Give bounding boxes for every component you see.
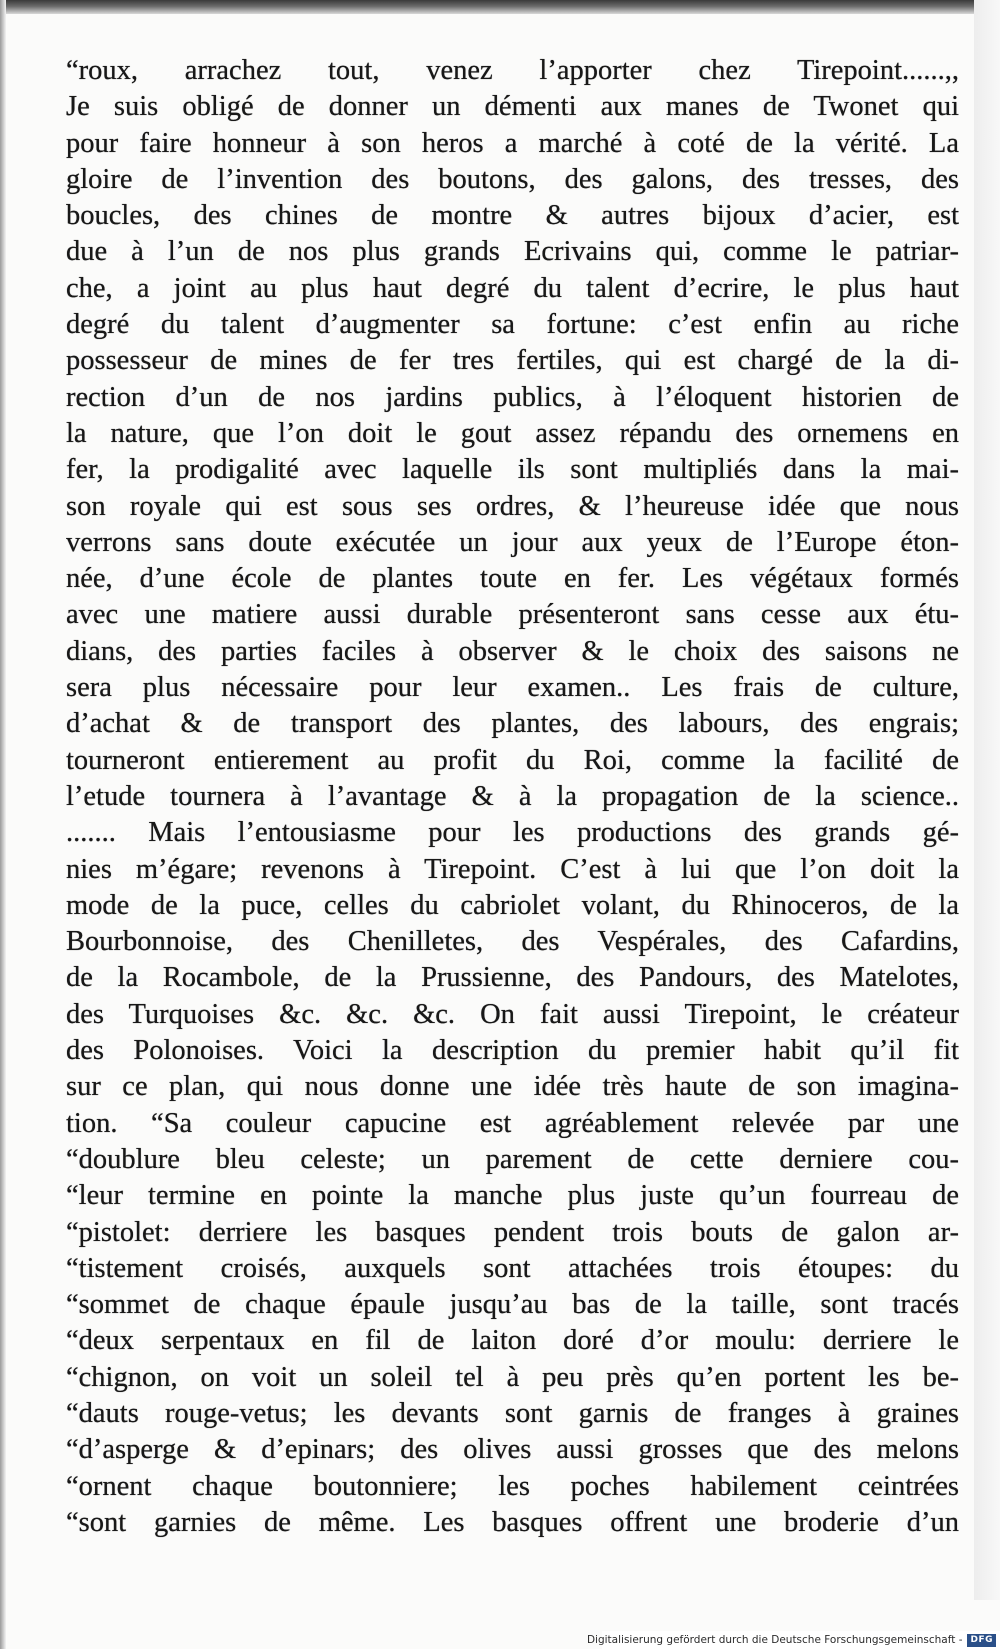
text-line: “sommet de chaque épaule jusqu’au bas de la taille, sont tracés (66, 1289, 959, 1321)
text-line: rection d’un de nos jardins publics, à l’éloquent historien de (66, 381, 959, 413)
text-line: des Turquoises &c. &c. &c. On fait aussi Tirepoint, le créateur (66, 998, 959, 1030)
page-left-shadow (0, 0, 6, 1649)
text-line: “sont garnies de même. Les basques offrent une broderie d’un (66, 1506, 959, 1538)
text-line: “leur termine en pointe la manche plus juste qu’un fourreau de (66, 1180, 959, 1212)
text-line: “doublure bleu celeste; un parement de cette derniere cou- (66, 1143, 959, 1175)
text-line: pour faire honneur à son heros a marché à coté de la vérité. La (66, 127, 959, 159)
text-line: l’etude tournera à l’avantage & à la propagation de la science.. (66, 780, 959, 812)
text-line: “deux serpentaux en fil de laiton doré d’or moulu: derriere le (66, 1325, 959, 1357)
text-line: tion. “Sa couleur capucine est agréablement relevée par une (66, 1107, 959, 1139)
text-line: Bourbonnoise, des Chenilletes, des Vespérales, des Cafardins, (66, 926, 959, 958)
text-line: sur ce plan, qui nous donne une idée très haute de son imagina- (66, 1071, 959, 1103)
text-line: boucles, des chines de montre & autres bijoux d’acier, est (66, 200, 959, 232)
text-line: possesseur de mines de fer tres fertiles, qui est chargé de la di- (66, 345, 959, 377)
digitization-credit (586, 1631, 1000, 1649)
dfg-logo-icon: DFG (967, 1634, 996, 1647)
text-line: degré du talent d’augmenter sa fortune: c’est enfin au riche (66, 309, 959, 341)
text-line: mode de la puce, celles du cabriolet volant, du Rhinoceros, de la (66, 889, 959, 921)
text-line: née, d’une école de plantes toute en fer. Les végétaux formés (66, 563, 959, 595)
text-line: due à l’un de nos plus grands Ecrivains qui, comme le patriar- (66, 236, 959, 268)
page-right-margin (974, 0, 1000, 1600)
body-text (66, 53, 959, 1541)
text-line: “chignon, on voit un soleil tel à peu près qu’en portent les be- (66, 1361, 959, 1393)
text-line: Je suis obligé de donner un démenti aux manes de Twonet qui (66, 91, 959, 123)
text-line: avec une matiere aussi durable présenteront sans cesse aux étu- (66, 599, 959, 631)
page-top-shadow (0, 0, 1000, 14)
text-line: “tistement croisés, auxquels sont attachées trois étoupes: du (66, 1252, 959, 1284)
text-line: “pistolet: derriere les basques pendent trois bouts de galon ar- (66, 1216, 959, 1248)
text-line: “dauts rouge-vetus; les devants sont garnis de franges à graines (66, 1397, 959, 1429)
text-line: verrons sans doute exécutée un jour aux yeux de l’Europe éton- (66, 526, 959, 558)
text-line: dians, des parties faciles à observer & le choix des saisons ne (66, 635, 959, 667)
text-line: son royale qui est sous ses ordres, & l’heureuse idée que nous (66, 490, 959, 522)
text-line: sera plus nécessaire pour leur examen.. Les frais de culture, (66, 672, 959, 704)
text-line: gloire de l’invention des boutons, des galons, des tresses, des (66, 163, 959, 195)
text-line: tourneront entierement au profit du Roi, comme la facilité de (66, 744, 959, 776)
text-line: che, a joint au plus haut degré du talent d’ecrire, le plus haut (66, 272, 959, 304)
text-line: d’achat & de transport des plantes, des labours, des engrais; (66, 708, 959, 740)
text-line: nies m’égare; revenons à Tirepoint. C’est à lui que l’on doit la (66, 853, 959, 885)
text-line: “roux, arrachez tout, venez l’apporter chez Tirepoint......,, (66, 55, 959, 86)
text-line: ....... Mais l’entousiasme pour les productions des grands gé- (66, 817, 959, 849)
text-line: de la Rocambole, de la Prussienne, des Pandours, des Matelotes, (66, 962, 959, 994)
text-line: la nature, que l’on doit le gout assez répandu des ornemens en (66, 417, 959, 449)
text-line: fer, la prodigalité avec laquelle ils sont multipliés dans la mai- (66, 454, 959, 486)
text-line: “ornent chaque boutonniere; les poches habilement ceintrées (66, 1470, 959, 1502)
text-line: “d’asperge & d’epinars; des olives aussi grosses que des melons (66, 1434, 959, 1466)
text-line: des Polonoises. Voici la description du premier habit qu’il fit (66, 1035, 959, 1067)
credit-text: Digitalisierung gefördert durch die Deutsche Forschungsgemeinschaft - (586, 1634, 963, 1646)
